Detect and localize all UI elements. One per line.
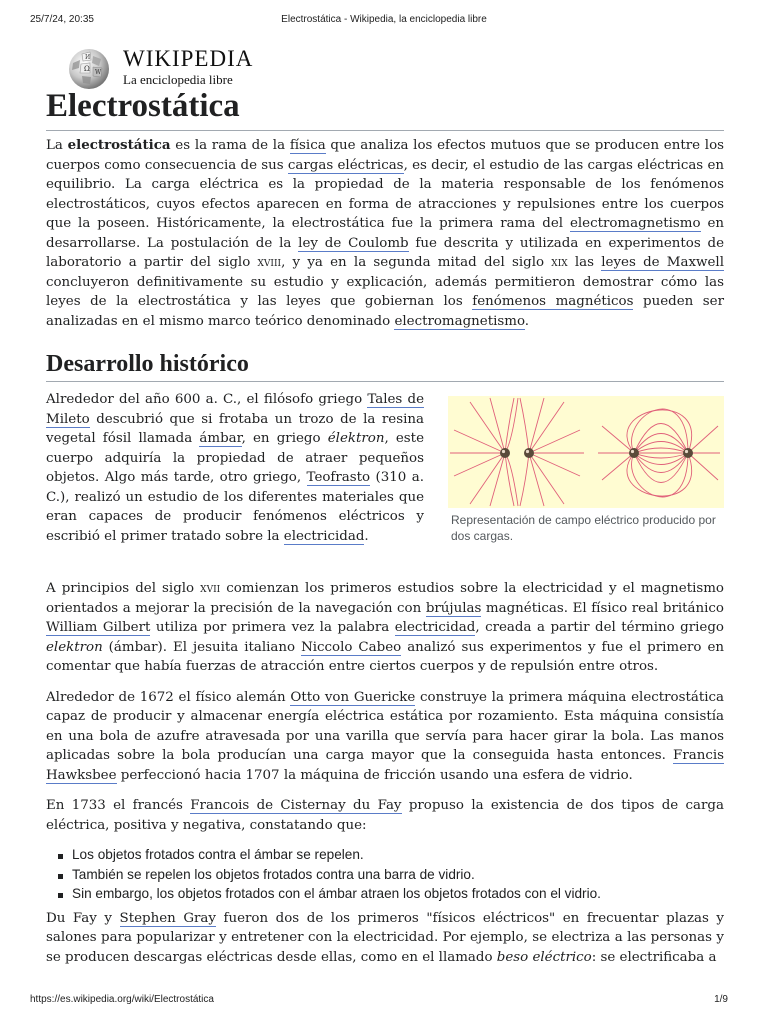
roman-numeral: xviii xyxy=(257,255,282,270)
figure-caption: Representación de campo eléctrico producido por dos cargas. xyxy=(451,513,716,543)
section-heading-history: Desarrollo histórico xyxy=(46,350,724,382)
article-link[interactable]: Francis Hawksbee xyxy=(46,748,724,783)
svg-text:W: W xyxy=(95,69,102,76)
history-paragraph-1: Alrededor del año 600 a. C., el filósofo griego Tales de Mileto descubrió que si frotaba un trozo de la resina vegetal fósil llamada ámbar, en griego élektron, este cuerpo adquiría la propiedad de atraer pequeños objetos. Algo más tarde, otro griego, Teofrasto (310 a. C.), realizó un estudio de los diferentes materiales que eran capaces de producir fenómenos eléctricos y escribió el primer tratado sobre la electricidad. xyxy=(46,392,424,544)
article-content xyxy=(46,84,724,978)
print-header xyxy=(30,14,738,28)
roman-numeral: xix xyxy=(551,255,568,270)
print-page-title: Electrostática - Wikipedia, la enciclopedia libre xyxy=(281,14,487,25)
italic-term: beso eléctrico xyxy=(496,949,592,965)
print-url: https://es.wikipedia.org/wiki/Electrostática xyxy=(30,994,214,1005)
article-link[interactable]: fenómenos magnéticos xyxy=(472,294,634,309)
electric-field-figure xyxy=(448,396,724,544)
print-datetime: 25/7/24, 20:35 xyxy=(30,14,94,25)
list-item: También se repelen los objetos frotados contra una barra de vidrio. xyxy=(56,865,724,885)
list-item: Sin embargo, los objetos frotados con el ámbar atraen los objetos frotados con el vidrio. xyxy=(56,884,724,904)
article-link[interactable]: electromagnetismo xyxy=(394,313,525,329)
article-link[interactable]: cargas eléctricas xyxy=(287,157,404,173)
article-link[interactable]: física xyxy=(289,138,326,153)
article-link[interactable]: Francois de Cisternay du Fay xyxy=(190,798,402,813)
history-paragraph-2: A principios del siglo xvii comienzan los primeros estudios sobre la electricidad y el magnetismo orientados a mejorar la precisión de la navegación con brújulas magnéticas. El físico real británico William Gilbert utiliza por primera vez la palabra electricidad, creada a partir del término griego elektron (ámbar). El jesuita italiano Niccolo Cabeo analizó sus experimentos y fue el primero en comentar que había fuerzas de atracción entre ciertos cuerpos y de repulsión entre otros. xyxy=(46,581,724,674)
article-link[interactable]: Otto von Guericke xyxy=(290,689,416,705)
print-page-number: 1/9 xyxy=(714,994,728,1005)
article-link[interactable]: William Gilbert xyxy=(46,620,151,635)
svg-text:И: И xyxy=(85,54,91,61)
article-link[interactable]: Tales de Mileto xyxy=(46,392,424,427)
roman-numeral: xvii xyxy=(200,581,221,596)
article-link[interactable]: Teofrasto xyxy=(306,470,371,485)
article-link[interactable]: brújulas xyxy=(425,600,482,616)
article-link[interactable]: electricidad xyxy=(394,620,476,635)
electric-field-diagram[interactable] xyxy=(448,396,724,508)
italic-term: elektron xyxy=(46,639,103,655)
charge-observations-list xyxy=(46,845,724,904)
history-paragraph-3: Alrededor de 1672 el físico alemán Otto von Guericke construye la primera máquina electrostática capaz de producir y almacenar energía eléctrica estática por rozamiento. Esta máquina consistía en una bola de azufre atravesada por una varilla que servía para hacer girar la bola. Las manos aplicadas sobre la bola producían una carga mayor que la conseguida hasta entonces. Francis Hawksbee perfeccionó hacia 1707 la máquina de fricción usando una esfera de vidrio. xyxy=(46,689,724,783)
article-link[interactable]: Stephen Gray xyxy=(119,910,216,926)
article-link[interactable]: leyes de Maxwell xyxy=(601,255,724,270)
article-link[interactable]: ley de Coulomb xyxy=(298,235,409,251)
article-link[interactable]: electromagnetismo xyxy=(569,216,701,231)
list-item: Los objetos frotados contra el ámbar se repelen. xyxy=(56,845,724,865)
svg-text:Ω: Ω xyxy=(84,65,90,73)
wikipedia-wordmark: WIKIPEDIA xyxy=(123,46,254,71)
article-link[interactable]: electricidad xyxy=(283,528,365,544)
bold-term: electrostática xyxy=(67,137,171,153)
history-paragraph-4: En 1733 el francés Francois de Cisternay du Fay propuso la existencia de dos tipos de carga eléctrica, positiva y negativa, constatando que: xyxy=(46,798,724,833)
article-link[interactable]: ámbar xyxy=(199,431,242,446)
history-paragraph-5: Du Fay y Stephen Gray fueron dos de los primeros "físicos eléctricos" en frecuentar plazas y salones para popularizar y entretener con la electricidad. Por ejemplo, se electriza a las personas y se producen descargas eléctricas desde ellas, como en el llamado beso eléctrico: se electrificaba a xyxy=(46,910,724,965)
page-title: Electrostática xyxy=(46,84,724,131)
italic-term: élektron xyxy=(327,431,385,446)
wikipedia-tagline: La enciclopedia libre xyxy=(123,72,233,87)
article-link[interactable]: Niccolo Cabeo xyxy=(301,639,402,655)
print-footer xyxy=(30,994,728,1008)
intro-paragraph: La electrostática es la rama de la física que analiza los efectos mutuos que se producen entre los cuerpos como consecuencia de sus cargas eléctricas, es decir, el estudio de las cargas eléctricas en equilibrio. La carga eléctrica es la propiedad de la materia responsable de los fenómenos electrostáticos, cuyos efectos aparecen en forma de atracciones y repulsiones entre los cuerpos que la poseen. Históricamente, la electrostática fue la primera rama del electromagnetismo en desarrollarse. La postulación de la ley de Coulomb fue descrita y utilizada en experimentos de laboratorio a partir del siglo xviii, y ya en la segunda mitad del siglo xix las leyes de Maxwell concluyeron definitivamente su estudio y explicación, además permitieron demostrar cómo las leyes de la electrostática y las leyes que gobiernan los fenómenos magnéticos pueden ser analizadas en el mismo marco teórico denominado electromagnetismo. xyxy=(46,137,725,329)
history-intro-block xyxy=(46,390,724,568)
